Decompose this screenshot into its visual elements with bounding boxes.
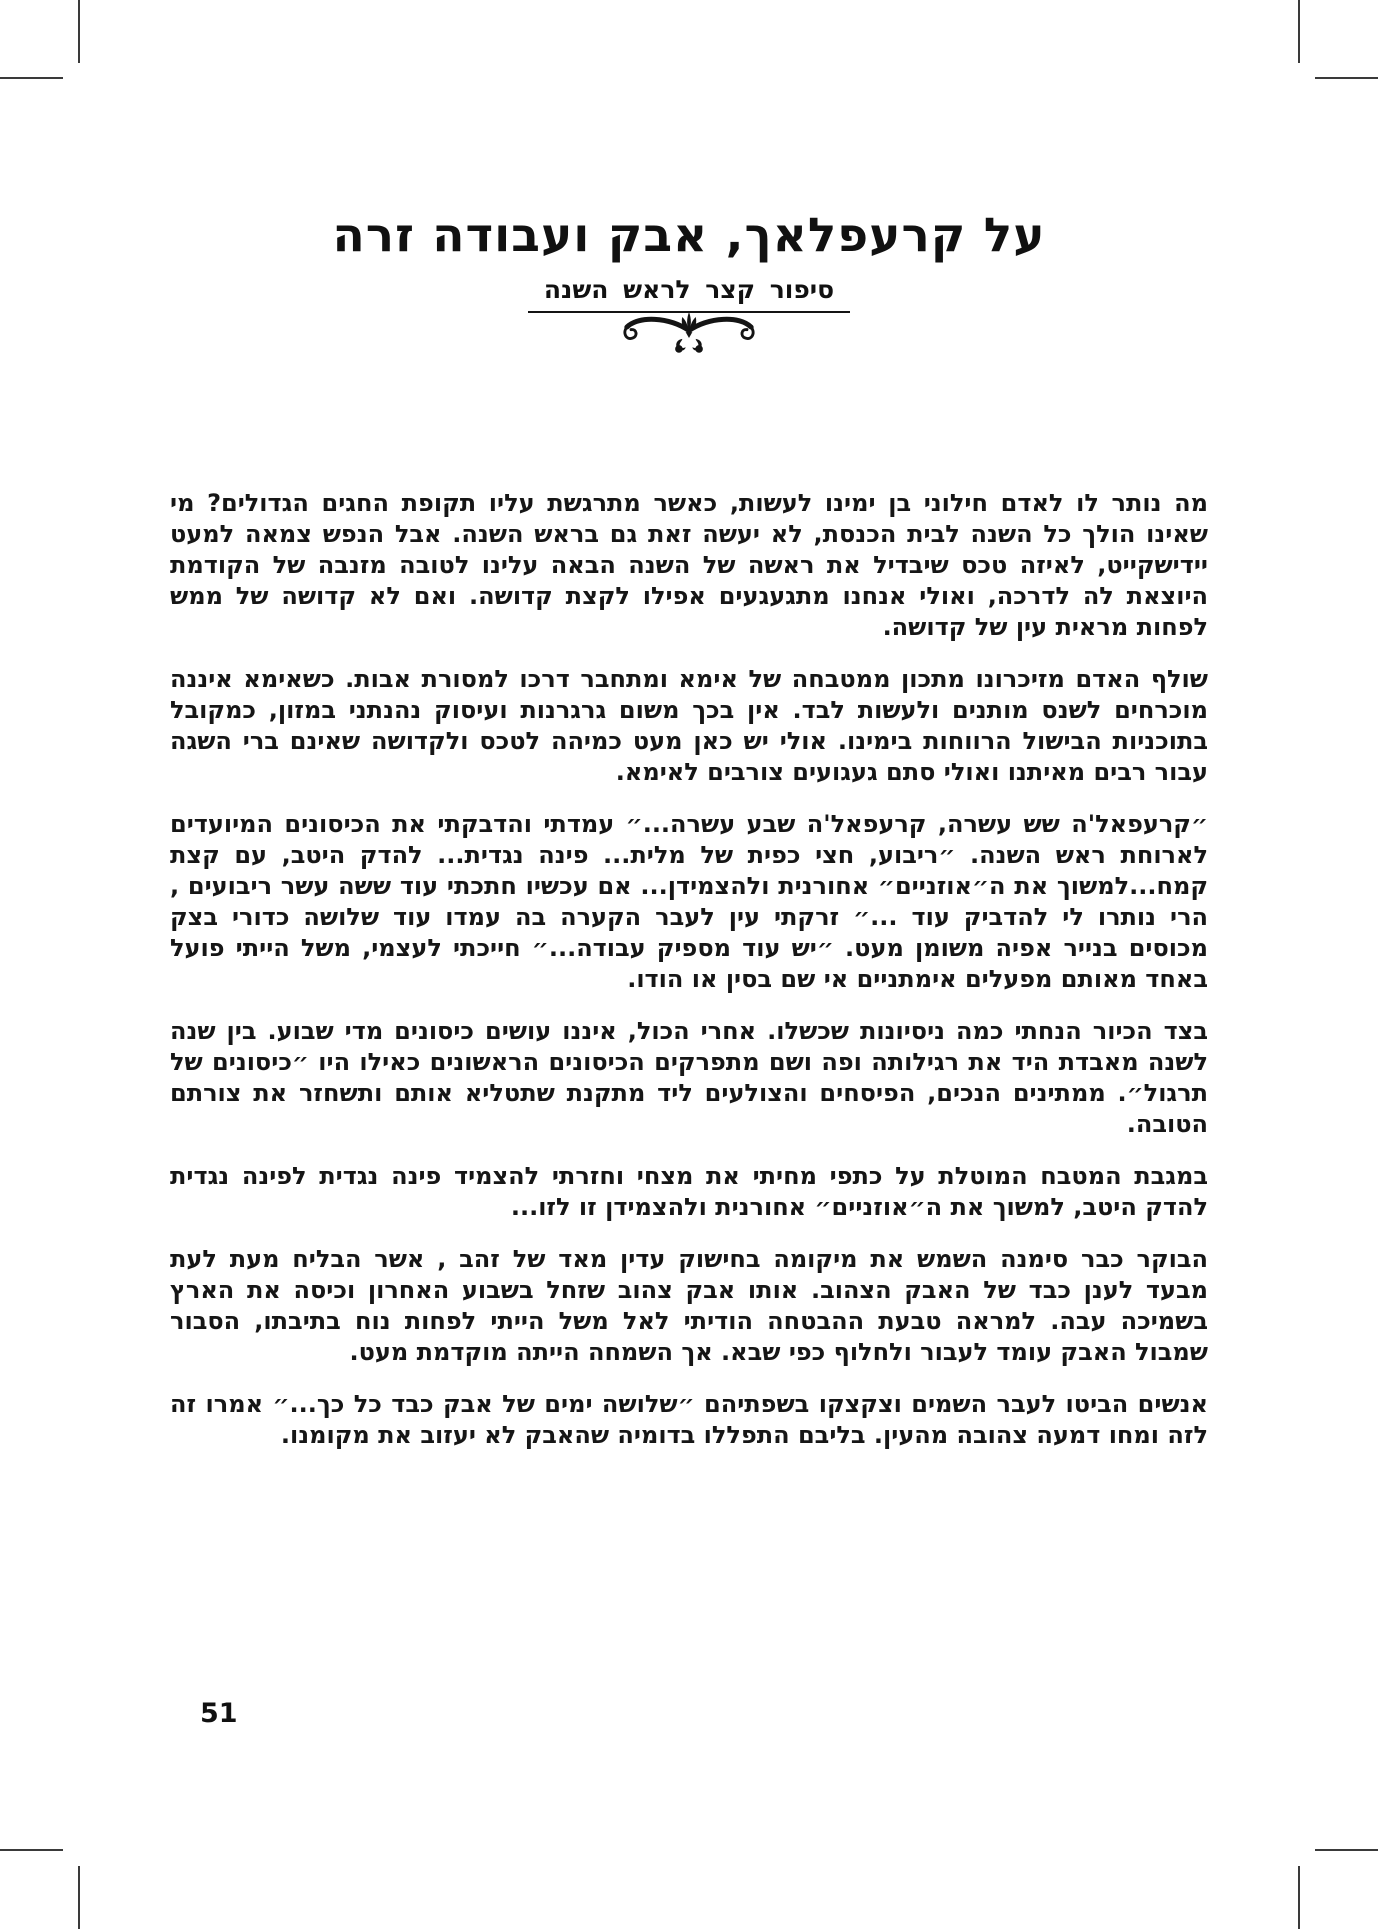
crop-mark-bottom-left-vertical	[78, 1866, 80, 1929]
page-number: 51	[200, 1698, 238, 1729]
crop-mark-top-right-vertical	[1298, 0, 1300, 63]
article-subtitle: סיפור קצר לראש השנה	[528, 275, 850, 313]
crop-mark-bottom-right-vertical	[1298, 1866, 1300, 1929]
paragraph: במגבת המטבח המוטלת על כתפי מחיתי את מצחי וחזרתי להצמיד פינה נגדית לפינה נגדית להדק היטב, למשוך את ה״אוזניים״ אחורנית ולהצמידן זו לזו...	[170, 1162, 1208, 1221]
crop-mark-top-left-horizontal	[0, 77, 63, 79]
crop-mark-bottom-left-horizontal	[0, 1849, 63, 1851]
article	[170, 0, 1208, 1472]
paragraph: אנשים הביטו לעבר השמים וצקצקו בשפתיהם ״שלושה ימים של אבק כבד כל כך...״ אמרו זה לזה ומחו דמעה צהובה מהעין. בליבם התפללו בדומיה שהאבק לא יעזוב את מקומנו.	[170, 1390, 1208, 1449]
paragraph: ״קרעפאל'ה שש עשרה, קרעפאל'ה שבע עשרה...״ עמדתי והדבקתי את הכיסונים המיועדים לארוחת ראש השנה. ״ריבוע, חצי כפית של מלית... פינה נגדית... להדק היטב, עם קצת קמח...למשוך את ה״אוזניים״ אחורנית ולהצמידן... אם עכשיו חתכתי עוד ששה עשר ריבועים , הרי נותרו לי להדביק עוד ...״ זרקתי עין לעבר הקערה בה עמדו עוד שלושה כדורי בצק מכוסים בנייר אפיה משומן מעט. ״יש עוד מספיק עבודה...״ חייכתי לעצמי, משל הייתי פועל באחד מאותם מפעלים אימתניים אי שם בסין או הודו.	[170, 810, 1208, 993]
paragraph: שולף האדם מזיכרונו מתכון ממטבחה של אימא ומתחבר דרכו למסורת אבות. כשאימא איננה מוכרחים לשנס מותנים ולעשות לבד. אין בכך משום גרגרנות ועיסוק נהנתני במזון, כמקובל בתוכניות הבישול הרווחות בימינו. אולי יש כאן מעט כמיהה לטכס ולקדושה שאינם ברי השגה עבור רבים מאיתנו ואולי סתם געגועים צורבים לאימא.	[170, 665, 1208, 786]
paragraph: בצד הכיור הנחתי כמה ניסיונות שכשלו. אחרי הכול, איננו עושים כיסונים מדי שבוע. בין שנה לשנה מאבדת היד את רגילותה ופה ושם מתפרקים הכיסונים הראשונים כאילו היו ״כיסונים של תרגול״. ממתינים הנכים, הפיסחים והצולעים ליד מתקנת שתטליא אותם ותשחזר את צורתם הטובה.	[170, 1017, 1208, 1138]
crop-mark-bottom-right-horizontal	[1315, 1849, 1378, 1851]
article-body	[170, 488, 1208, 1451]
article-subtitle-row	[170, 275, 1208, 313]
crop-mark-top-right-horizontal	[1315, 77, 1378, 79]
paragraph: הבוקר כבר סימנה השמש את מיקומה בחישוק עדין מאד של זהב , אשר הבליח מעת לעת מבעד לענן כבד של האבק הצהוב. אותו אבק צהוב שזחל בשבוע האחרון וכיסה את הארץ בשמיכה עבה. למראה טבעת ההבטחה הודיתי לאל משל הייתי לפחות נוח בתיבתו, הסבור שמבול האבק עומד לעבור ולחלוף כפי שבא. אך השמחה הייתה מוקדמת מעט.	[170, 1245, 1208, 1366]
article-title: על קרעפלאך, אבק ועבודה זרה	[332, 208, 1046, 263]
paragraph: מה נותר לו לאדם חילוני בן ימינו לעשות, כאשר מתרגשת עליו תקופת החגים הגדולים? מי שאינו הולך כל השנה לבית הכנסת, לא יעשה זאת גם בראש השנה. אבל הנפש צמאה למעט יידישקייט, לאיזה טכס שיבדיל את ראשה של השנה הבאה עלינו לטובה מזנבה של הקודמת היוצאת לה לדרכה, ואולי אנחנו מתגעגעים אפילו לקצת קדושה. ואם לא קדושה של ממש לפחות מראית עין של קדושה.	[170, 489, 1208, 641]
fleuron-ornament-icon	[170, 310, 1208, 360]
crop-mark-top-left-vertical	[78, 0, 80, 63]
